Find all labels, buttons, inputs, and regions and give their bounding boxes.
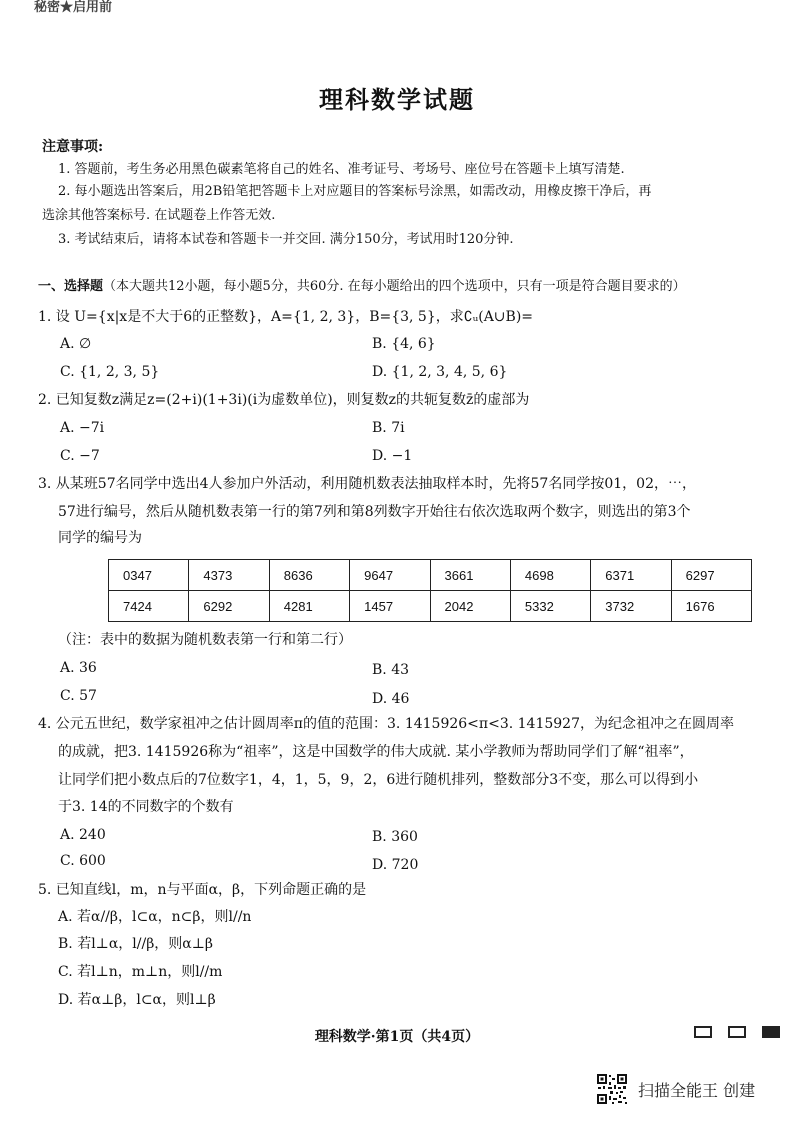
table-note: （注：表中的数据为随机数表第一行和第二行） — [58, 632, 352, 648]
notice-item: 2. 每小题选出答案后，用2B铅笔把答题卡上对应题目的答案标号涂黑，如需改动，用橡皮擦干净后，再 — [58, 184, 652, 199]
option-c: C. 57 — [60, 688, 97, 704]
option-d: D. {1, 2, 3, 4, 5, 6} — [372, 364, 508, 380]
option-c: C. −7 — [60, 448, 100, 464]
option-d: D. 若α⊥β，l⊂α，则l⊥β — [58, 992, 216, 1008]
option-c: C. 若l⊥n，m⊥n，则l//m — [58, 964, 223, 980]
option-d: D. 720 — [372, 857, 419, 873]
question-stem: 5. 已知直线l，m，n与平面α，β，下列命题正确的是 — [38, 882, 367, 898]
table-cell: 6292 — [189, 591, 269, 622]
table-cell: 4698 — [510, 560, 590, 591]
option-b: B. 7i — [372, 420, 405, 436]
option-d: D. 46 — [372, 691, 410, 707]
table-cell: 6371 — [591, 560, 671, 591]
table-cell: 5332 — [510, 591, 590, 622]
table-cell: 6297 — [671, 560, 751, 591]
option-b: B. 若l⊥α，l//β，则α⊥β — [58, 936, 214, 952]
notice-item: 1. 答题前，考生务必用黑色碳素笔将自己的姓名、准考证号、考场号、座位号在答题卡上填写清楚. — [58, 162, 625, 177]
page-number: 理科数学·第1页（共4页） — [314, 1029, 480, 1045]
option-a: A. 36 — [60, 660, 97, 676]
option-b: B. {4, 6} — [372, 336, 436, 352]
table-cell: 9647 — [350, 560, 430, 591]
table-cell: 2042 — [430, 591, 510, 622]
table-cell: 4281 — [269, 591, 349, 622]
section-heading — [38, 277, 686, 297]
notice-item: 3. 考试结束后，请将本试卷和答题卡一并交回. 满分150分，考试用时120分钟. — [58, 232, 514, 247]
option-d: D. −1 — [372, 448, 413, 464]
table-cell: 3661 — [430, 560, 510, 591]
option-a: A. 若α//β，l⊂α，n⊂β，则l//n — [58, 909, 252, 925]
random-number-table — [108, 559, 752, 622]
option-b: B. 360 — [372, 829, 418, 845]
qr-code-icon — [596, 1073, 628, 1105]
table-cell: 0347 — [109, 560, 189, 591]
alignment-mark — [728, 1026, 746, 1038]
question-stem: 1. 设 U={x|x是不大于6的正整数}，A={1, 2, 3}，B={3, 5}，求∁ᵤ(A∪B)= — [38, 309, 534, 325]
question-stem: 的成就，把3. 1415926称为“祖率”，这是中国数学的伟大成就. 某小学教师为帮助同学们了解“祖率”， — [58, 744, 694, 760]
table-cell: 3732 — [591, 591, 671, 622]
question-stem: 让同学们把小数点后的7位数字1，4，1，5，9，2，6进行随机排列，整数部分3不变，那么可以得到小 — [58, 772, 699, 788]
scan-marks — [694, 1026, 794, 1038]
table-cell: 1457 — [350, 591, 430, 622]
option-a: A. ∅ — [60, 336, 92, 352]
alignment-mark — [694, 1026, 712, 1038]
table-cell: 1676 — [671, 591, 751, 622]
option-c: C. 600 — [60, 853, 106, 869]
option-b: B. 43 — [372, 662, 410, 678]
question-stem: 2. 已知复数z满足z=(2+i)(1+3i)(i为虚数单位)，则复数z的共轭复数z̄的虚部为 — [38, 392, 530, 408]
question-stem: 4. 公元五世纪，数学家祖冲之估计圆周率π的值的范围：3. 1415926<π<3. 1415927，为纪念祖冲之在圆周率 — [38, 716, 734, 732]
secret-label: 秘密★启用前 — [34, 0, 113, 15]
scanner-watermark — [596, 1073, 755, 1105]
section-title: 一、选择题 — [38, 279, 104, 294]
exam-title: 理科数学试题 — [319, 85, 475, 114]
question-stem: 于3. 14的不同数字的个数有 — [58, 799, 234, 815]
notice-item: 选涂其他答案标号. 在试题卷上作答无效. — [42, 208, 276, 223]
option-a: A. −7i — [60, 420, 105, 436]
section-desc: （本大题共12小题，每小题5分，共60分. 在每小题给出的四个选项中，只有一项是符合题目要求的） — [103, 279, 686, 294]
notice-heading: 注意事项: — [42, 139, 104, 155]
table-row — [109, 560, 752, 591]
option-a: A. 240 — [60, 827, 106, 843]
alignment-mark — [762, 1026, 780, 1038]
table-cell: 4373 — [189, 560, 269, 591]
table-cell: 7424 — [109, 591, 189, 622]
scanner-label: 扫描全能王 创建 — [638, 1080, 756, 1100]
question-stem: 同学的编号为 — [58, 530, 142, 546]
option-c: C. {1, 2, 3, 5} — [60, 364, 160, 380]
question-stem: 57进行编号，然后从随机数表第一行的第7列和第8列数字开始往右依次选取两个数字，则选出的第3个 — [58, 504, 691, 520]
question-stem: 3. 从某班57名同学中选出4人参加户外活动，利用随机数表法抽取样本时，先将57名同学按01，02，⋯， — [38, 476, 696, 492]
table-row — [109, 591, 752, 622]
table-cell: 8636 — [269, 560, 349, 591]
